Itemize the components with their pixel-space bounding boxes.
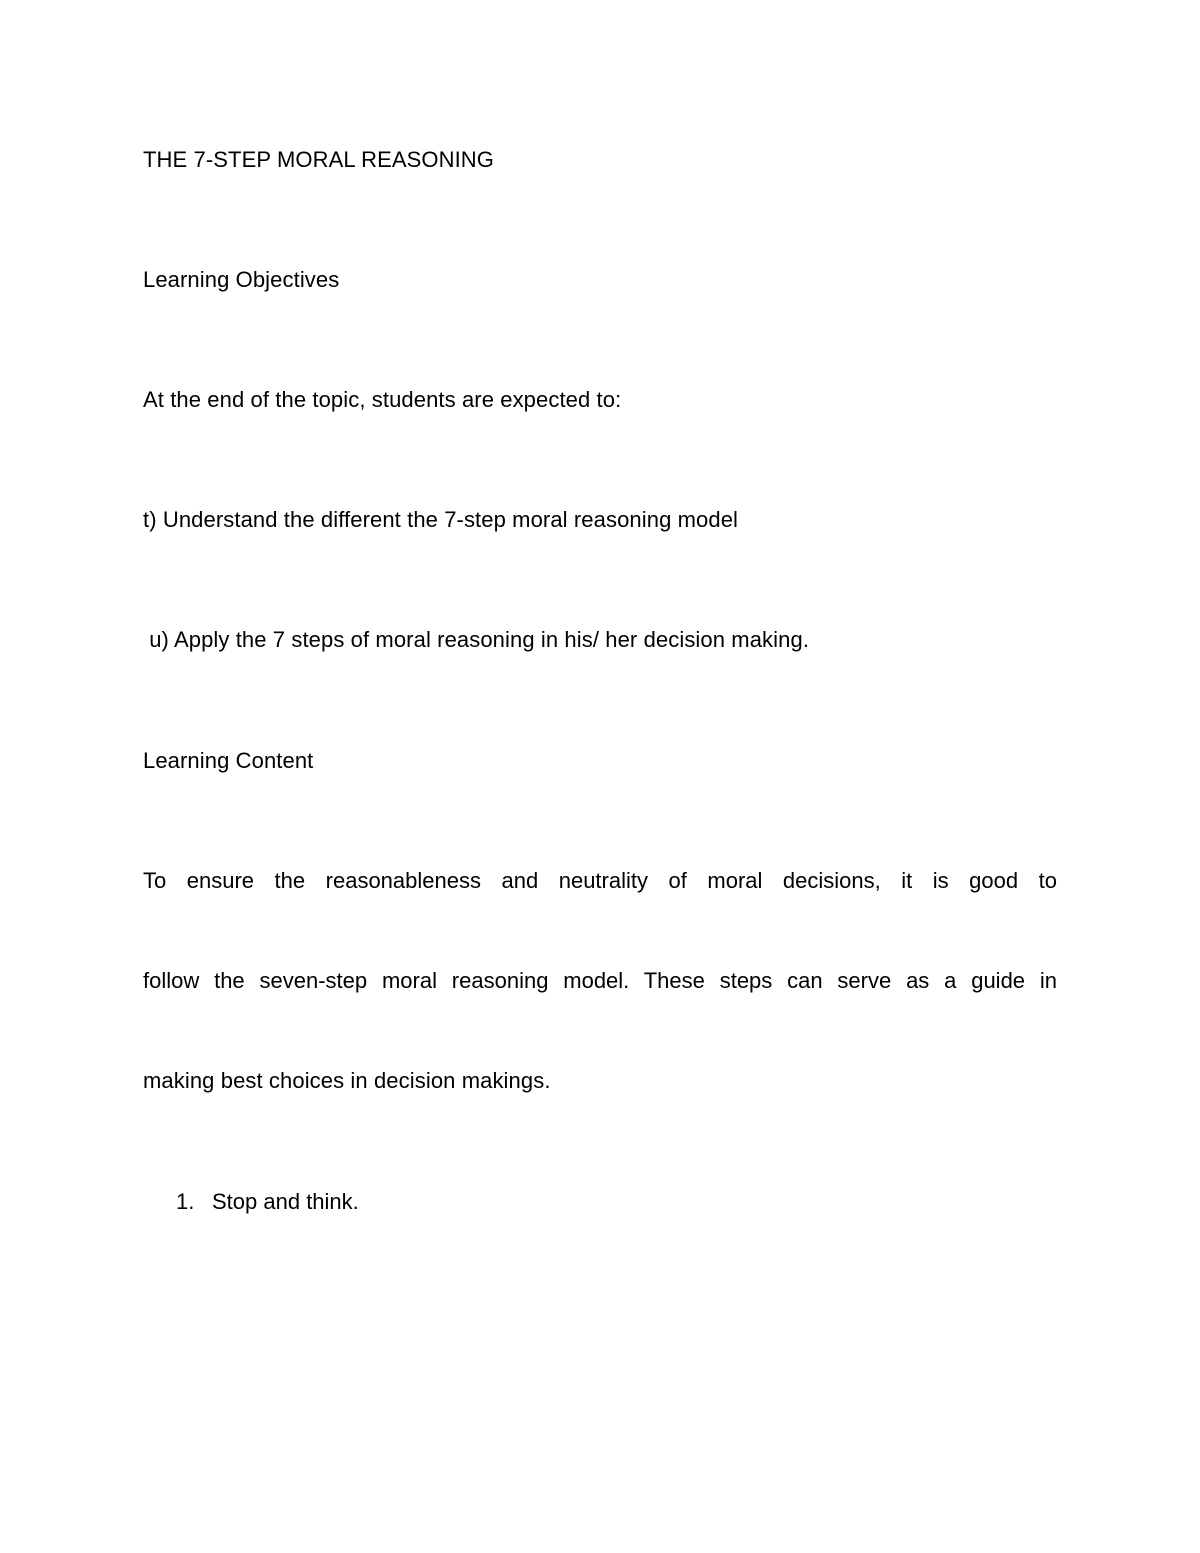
list-item-number: 1.: [176, 1189, 195, 1214]
objectives-heading: Learning Objectives: [143, 267, 340, 292]
objective-item-u: u) Apply the 7 steps of moral reasoning in his/ her decision making.: [143, 627, 810, 652]
paragraph-line-text: follow the seven-step moral reasoning model. These steps can serve as a guide in: [143, 968, 1057, 993]
list-item-text: Stop and think.: [212, 1189, 359, 1214]
paragraph-line: [143, 967, 1057, 995]
paragraph-line: [143, 867, 1057, 895]
paragraph-line-text: To ensure the reasonableness and neutrality of moral decisions, it is good to: [143, 868, 1057, 893]
paragraph-line: making best choices in decision makings.: [143, 1068, 551, 1093]
objective-item-t: t) Understand the different the 7-step moral reasoning model: [143, 507, 739, 532]
page-title: THE 7-STEP MORAL REASONING: [143, 147, 495, 172]
content-heading: Learning Content: [143, 748, 314, 773]
list-item: [176, 1188, 359, 1216]
objectives-intro: At the end of the topic, students are expected to:: [143, 387, 622, 412]
